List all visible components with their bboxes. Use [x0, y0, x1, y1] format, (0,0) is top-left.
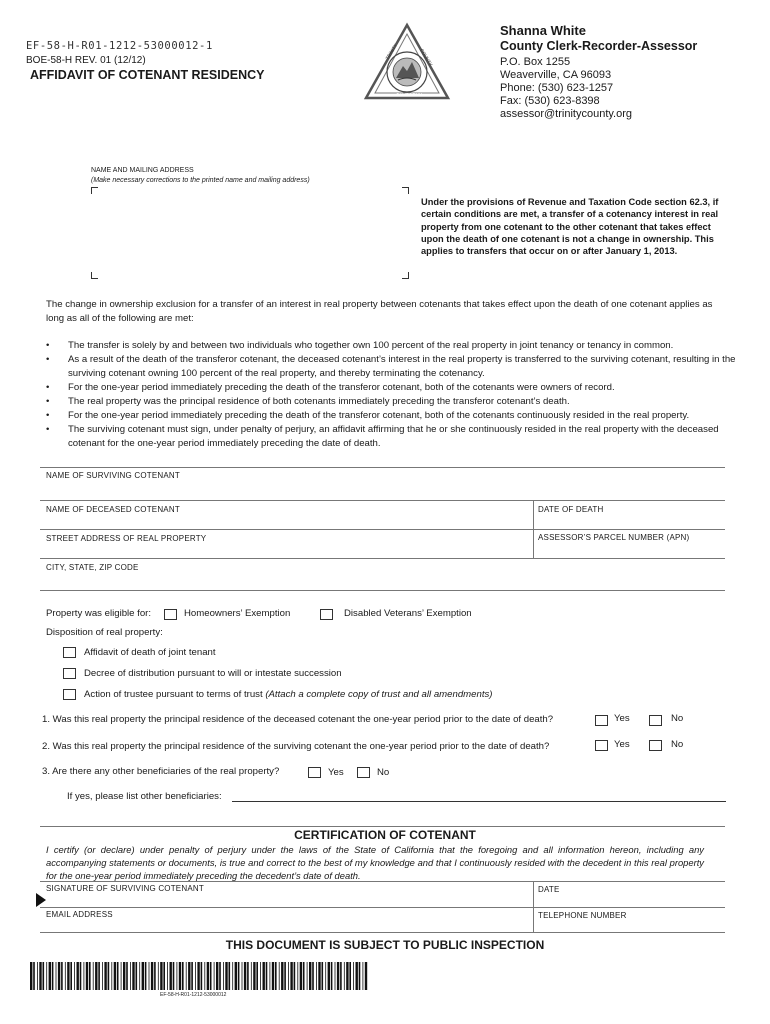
barcode-bar [235, 962, 237, 990]
barcode-bar [139, 962, 140, 990]
barcode-bar [359, 962, 361, 990]
barcode-bar [108, 962, 110, 990]
sign-here-arrow-icon [36, 893, 46, 907]
barcode-bar [61, 962, 63, 990]
grid-line [40, 907, 725, 908]
barcode-bar [201, 962, 203, 990]
barcode-bar [288, 962, 289, 990]
condition-item: • The real property was the principal residence of both cotenants immediately preceding the transferor cotenant’s death. [46, 395, 736, 409]
barcode-bar [197, 962, 199, 990]
signature-label: SIGNATURE OF SURVIVING COTENANT [46, 884, 204, 893]
barcode-bar [337, 962, 339, 990]
barcode-bar [290, 962, 292, 990]
street-address-field[interactable] [40, 543, 532, 557]
grid-line [40, 500, 725, 501]
condition-item: • For the one-year period immediately preceding the death of the transferor cotenant, both of the cotenants continuously resided in the real property. [46, 409, 736, 423]
grid-line [40, 881, 725, 882]
seal-bottom-text: CALIFORNIA [396, 92, 424, 97]
barcode-bar [363, 962, 364, 990]
barcode-bar [77, 962, 79, 990]
barcode-bar [260, 962, 261, 990]
question-2: 2. Was this real property the principal residence of the surviving cotenant the one-year period prior to the date of death? [42, 741, 550, 752]
statute-notice: Under the provisions of Revenue and Taxation Code section 62.3, if certain conditions are met, a transfer of a cotenancy interest in real property from one cotenant to the other cotenant that takes effect upon the death of one cotenant is not a change in ownership. This applies to transfers that occur on or after January 1, 2013. [421, 197, 719, 257]
trustee-label-note: (Attach a complete copy of trust and all amendments) [265, 689, 493, 700]
trustee-checkbox[interactable] [63, 689, 76, 700]
email-field[interactable] [40, 919, 532, 931]
grid-line [40, 467, 725, 468]
barcode-bar [279, 962, 280, 990]
q3-yes-checkbox[interactable] [308, 767, 321, 778]
barcode-bar [251, 962, 252, 990]
barcode-bar [65, 962, 66, 990]
condition-item: • The surviving cotenant must sign, under penalty of perjury, an affidavit affirming that he or she continuously resided in the real property with the deceased cotenant for the one-year period immediately preceding the date of death. [46, 423, 736, 451]
question-3: 3. Are there any other beneficiaries of the real property? [42, 766, 280, 777]
clerk-city: Weaverville, CA 96093 [500, 69, 612, 81]
q1-no-checkbox[interactable] [649, 715, 662, 726]
barcode-bar [182, 962, 184, 990]
barcode-bar [353, 962, 354, 990]
exclusion-intro: The change in ownership exclusion for a transfer of an interest in real property between cotenants that takes effect upon the death of one cotenant applies as long as all of the following are met: [46, 299, 713, 324]
barcode-bar [303, 962, 305, 990]
mailing-address-note: (Make necessary corrections to the printed name and mailing address) [91, 177, 310, 184]
certification-text: I certify (or declare) under penalty of perjury under the laws of the State of California that the foregoing and all information hereon, including any accompanying statements or documents, is true and correct to the best of my knowledge and that I continuously resided with the decedent in this real property for the one-year period immediately preceding the decedent’s date of death. [46, 844, 704, 881]
barcode-bar [136, 962, 138, 990]
beneficiaries-line [232, 801, 726, 802]
disposition-label: Disposition of real property: [46, 627, 163, 638]
barcode-bar [151, 962, 153, 990]
deceased-cotenant-label: NAME OF DECEASED COTENANT [46, 505, 180, 514]
q2-yes-checkbox[interactable] [595, 740, 608, 751]
barcode-bar [270, 962, 271, 990]
homeowners-exemption-checkbox[interactable] [164, 609, 177, 620]
barcode-bar [210, 962, 212, 990]
address-corner-bl [91, 272, 98, 279]
barcode-bar [104, 962, 106, 990]
public-inspection-notice: THIS DOCUMENT IS SUBJECT TO PUBLIC INSPECTION [225, 938, 545, 952]
address-corner-tr [402, 187, 409, 194]
barcode-bar [49, 962, 51, 990]
barcode-bar [56, 962, 57, 990]
barcode-bar [30, 962, 32, 990]
barcode-bar [93, 962, 94, 990]
condition-item: • For the one-year period immediately preceding the death of the transferor cotenant, both of the cotenants were owners of record. [46, 381, 736, 395]
barcode-bar [142, 962, 144, 990]
barcode-bar [331, 962, 333, 990]
form-code: EF-58-H-R01-1212-53000012-1 [26, 40, 213, 52]
q3-no-checkbox[interactable] [357, 767, 370, 778]
email-label: EMAIL ADDRESS [46, 910, 113, 919]
veterans-exemption-label: Disabled Veterans’ Exemption [344, 608, 472, 619]
date-label: DATE [538, 885, 560, 894]
barcode-bar [349, 962, 351, 990]
joint-tenant-checkbox[interactable] [63, 647, 76, 658]
barcode-bar [58, 962, 60, 990]
barcode-bar [229, 962, 231, 990]
barcode-bar [84, 962, 85, 990]
seal-right-text: COUNTY [419, 47, 434, 67]
q1-no-label: No [671, 713, 684, 724]
barcode-bar [272, 962, 274, 990]
signature-field[interactable] [50, 893, 530, 907]
barcode-bar [335, 962, 336, 990]
address-corner-br [402, 272, 409, 279]
barcode-bar [346, 962, 348, 990]
mailing-address-header [91, 166, 310, 186]
barcode-bar [316, 962, 317, 990]
barcode-bar [204, 962, 205, 990]
barcode-bar [191, 962, 193, 990]
barcode-bar [188, 962, 190, 990]
barcode-bar [223, 962, 224, 990]
barcode-bar [307, 962, 308, 990]
barcode-bar [160, 962, 162, 990]
barcode-bar [328, 962, 330, 990]
barcode-bar [219, 962, 221, 990]
barcode-bar [300, 962, 302, 990]
barcode-bar [37, 962, 38, 990]
q1-yes-label: Yes [614, 713, 630, 724]
barcode-bar [207, 962, 209, 990]
grid-line [40, 590, 725, 591]
barcode-bar [266, 962, 268, 990]
q2-no-checkbox[interactable] [649, 740, 662, 751]
barcode-bar [95, 962, 97, 990]
decree-checkbox[interactable] [63, 668, 76, 679]
barcode-bar [281, 962, 283, 990]
barcode-bar [177, 962, 178, 990]
telephone-field[interactable] [534, 919, 724, 931]
q2-no-label: No [671, 739, 684, 750]
barcode-bar [322, 962, 324, 990]
barcode-bar [167, 962, 168, 990]
barcode-bar [74, 962, 75, 990]
barcode-bar [39, 962, 41, 990]
barcode-bar [294, 962, 296, 990]
q3-yes-label: Yes [328, 767, 344, 778]
street-address-label: STREET ADDRESS OF REAL PROPERTY [46, 534, 207, 543]
barcode-bar [318, 962, 320, 990]
beneficiaries-field[interactable] [232, 788, 726, 801]
barcode-bar [195, 962, 196, 990]
barcode-bar [284, 962, 286, 990]
clerk-po-box: P.O. Box 1255 [500, 56, 571, 68]
barcode-bar [33, 962, 35, 990]
barcode-bar [309, 962, 311, 990]
beneficiaries-label: If yes, please list other beneficiaries: [67, 791, 222, 802]
apn-field[interactable] [534, 543, 724, 557]
surviving-cotenant-label: NAME OF SURVIVING COTENANT [46, 471, 180, 480]
barcode-bar [325, 962, 326, 990]
barcode-bar [238, 962, 240, 990]
city-state-zip-field[interactable] [40, 572, 725, 586]
veterans-exemption-checkbox[interactable] [320, 609, 333, 620]
date-of-death-label: DATE OF DEATH [538, 505, 604, 514]
barcode-bar [263, 962, 265, 990]
barcode-bar [149, 962, 150, 990]
form-title: AFFIDAVIT OF COTENANT RESIDENCY [30, 68, 265, 82]
conditions-list [46, 339, 736, 451]
trustee-label-main: Action of trustee pursuant to terms of trust [84, 689, 263, 700]
surviving-cotenant-field[interactable] [40, 480, 725, 498]
barcode-bar [46, 962, 47, 990]
barcode-bar [121, 962, 122, 990]
question-1: 1. Was this real property the principal residence of the deceased cotenant the one-year period prior to the date of death? [42, 714, 554, 725]
date-of-death-field[interactable] [534, 514, 724, 528]
barcode-bar [132, 962, 134, 990]
telephone-label: TELEPHONE NUMBER [538, 911, 627, 920]
trustee-label [84, 689, 492, 700]
barcode-bar [126, 962, 128, 990]
clerk-name: Shanna White [500, 23, 586, 38]
homeowners-exemption-label: Homeowners’ Exemption [184, 608, 291, 619]
grid-line [40, 558, 725, 559]
condition-item: • The transfer is solely by and between two individuals who together own 100 percent of the real property in joint tenancy or tenancy in common. [46, 339, 736, 353]
barcode-bar [247, 962, 249, 990]
barcode-bar [158, 962, 159, 990]
barcode-bar [356, 962, 358, 990]
barcode-bar [340, 962, 342, 990]
grid-line [40, 529, 725, 530]
barcode-bar [117, 962, 119, 990]
grid-divider [533, 881, 534, 932]
form-revision: BOE-58-H REV. 01 (12/12) [26, 55, 146, 66]
barcode-bar [123, 962, 125, 990]
barcode-bar [86, 962, 88, 990]
barcode-bar [312, 962, 314, 990]
barcode-bar [67, 962, 69, 990]
grid-divider [533, 500, 534, 558]
certification-top-line [40, 826, 725, 827]
barcode-number: EF-58-H-R01-1212-53000012 [160, 992, 227, 998]
address-corner-tl [91, 187, 98, 194]
barcode-image [30, 962, 370, 990]
barcode-bar [297, 962, 298, 990]
barcode-bar [216, 962, 218, 990]
barcode-bar [256, 962, 258, 990]
clerk-email: assessor@trinitycounty.org [500, 108, 633, 120]
barcode-bar [179, 962, 181, 990]
joint-tenant-label: Affidavit of death of joint tenant [84, 647, 216, 658]
eligible-label: Property was eligible for: [46, 608, 152, 619]
barcode-bar [163, 962, 165, 990]
barcode-bar [242, 962, 243, 990]
deceased-cotenant-field[interactable] [40, 514, 532, 528]
barcode-bar [80, 962, 82, 990]
q2-yes-label: Yes [614, 739, 630, 750]
q1-yes-checkbox[interactable] [595, 715, 608, 726]
barcode-bar [253, 962, 255, 990]
seal-top-text: TRINITY [384, 43, 399, 61]
apn-label: ASSESSOR’S PARCEL NUMBER (APN) [538, 533, 690, 542]
barcode-bar [145, 962, 147, 990]
certification-title: CERTIFICATION OF COTENANT [294, 828, 476, 842]
mailing-address-label: NAME AND MAILING ADDRESS [91, 167, 194, 174]
barcode-bar [114, 962, 116, 990]
barcode-bar [98, 962, 100, 990]
barcode-bar [225, 962, 227, 990]
date-field[interactable] [534, 894, 724, 907]
barcode-bar [52, 962, 54, 990]
barcode-bar [173, 962, 175, 990]
barcode-bar [186, 962, 187, 990]
barcode-bar [170, 962, 172, 990]
barcode-bar [344, 962, 345, 990]
decree-label: Decree of distribution pursuant to will or intestate succession [84, 668, 342, 679]
barcode-bar [244, 962, 246, 990]
county-seal-logo [362, 22, 452, 102]
barcode-bar [214, 962, 215, 990]
barcode-bar [130, 962, 131, 990]
q3-no-label: No [377, 767, 390, 778]
barcode-bar [43, 962, 45, 990]
barcode-bar [275, 962, 277, 990]
barcode-bar [102, 962, 103, 990]
city-state-zip-label: CITY, STATE, ZIP CODE [46, 563, 139, 572]
barcode-bar [365, 962, 367, 990]
condition-item: • As a result of the death of the transferor cotenant, the deceased cotenant’s interest in the real property is transferred to the surviving cotenant, resulting in the surviving cotenant owning 100 percent of the real property, and thereby terminating the cotenancy. [46, 353, 736, 381]
clerk-phone: Phone: (530) 623-1257 [500, 82, 614, 94]
barcode-bar [70, 962, 72, 990]
clerk-contact-block [500, 24, 697, 121]
barcode-bar [232, 962, 233, 990]
barcode-bar [111, 962, 112, 990]
clerk-fax: Fax: (530) 623-8398 [500, 95, 600, 107]
barcode-bar [154, 962, 156, 990]
clerk-title: County Clerk-Recorder-Assessor [500, 39, 698, 53]
grid-line [40, 932, 725, 933]
barcode-bar [89, 962, 91, 990]
